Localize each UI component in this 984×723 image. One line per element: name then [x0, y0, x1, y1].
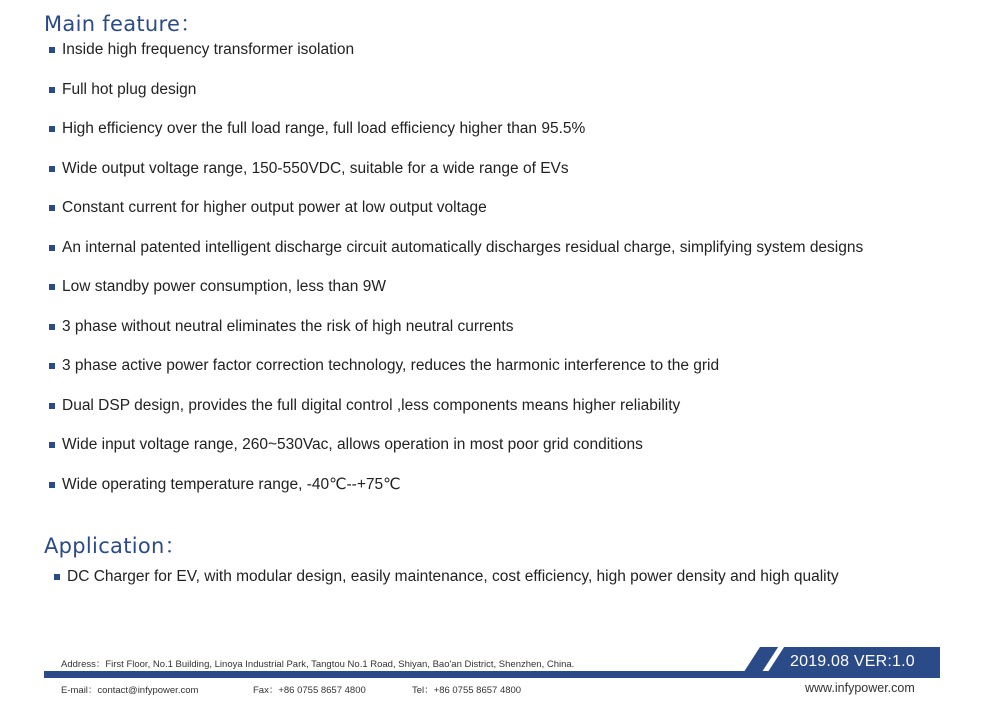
footer-divider-bar: [44, 671, 940, 678]
feature-text: An internal patented intelligent discharge circuit automatically discharges residual charge, simplifying system designs: [62, 238, 864, 256]
square-bullet-icon: [49, 205, 55, 211]
list-item: [49, 80, 863, 120]
feature-text: 3 phase active power factor correction technology, reduces the harmonic interference to the grid: [62, 357, 720, 375]
feature-text: Inside high frequency transformer isolation: [62, 41, 355, 58]
feature-text: Full hot plug design: [62, 80, 197, 98]
list-item: [49, 475, 863, 515]
feature-text: Wide operating temperature range, -40℃--+75℃: [62, 476, 401, 494]
list-item: [49, 40, 863, 80]
footer-fax: Fax：+86 0755 8657 4800: [253, 685, 366, 696]
footer-email: E-mail：contact@infypower.com: [61, 685, 199, 696]
application-list: [54, 567, 839, 587]
list-item: [49, 119, 863, 159]
square-bullet-icon: [49, 245, 55, 251]
main-feature-heading: Main feature：: [44, 12, 202, 36]
list-item: [49, 277, 863, 317]
square-bullet-icon: [49, 482, 55, 488]
feature-text: Low standby power consumption, less than 9W: [62, 278, 386, 296]
list-item: [49, 159, 863, 199]
square-bullet-icon: [49, 363, 55, 369]
application-text: DC Charger for EV, with modular design, easily maintenance, cost efficiency, high power density and high quality: [67, 568, 839, 585]
square-bullet-icon: [49, 126, 55, 132]
list-item: [49, 317, 863, 357]
feature-text: High efficiency over the full load range, full load efficiency higher than 95.5%: [62, 120, 586, 138]
square-bullet-icon: [49, 166, 55, 172]
application-heading: Application：: [44, 534, 186, 558]
version-label: 2019.08 VER:1.0: [790, 653, 915, 670]
list-item: [49, 356, 863, 396]
feature-text: Wide input voltage range, 260~530Vac, allows operation in most poor grid conditions: [62, 436, 643, 454]
list-item: [49, 435, 863, 475]
feature-text: Dual DSP design, provides the full digital control ,less components means higher reliability: [62, 396, 681, 414]
square-bullet-icon: [49, 403, 55, 409]
feature-text: Constant current for higher output power at low output voltage: [62, 199, 487, 217]
square-bullet-icon: [49, 442, 55, 448]
list-item: [54, 567, 839, 587]
feature-text: 3 phase without neutral eliminates the risk of high neutral currents: [62, 317, 514, 335]
footer-website: www.infypower.com: [805, 681, 915, 695]
square-bullet-icon: [49, 284, 55, 290]
square-bullet-icon: [49, 324, 55, 330]
square-bullet-icon: [49, 47, 55, 53]
list-item: [49, 396, 863, 436]
feature-text: Wide output voltage range, 150-550VDC, suitable for a wide range of EVs: [62, 159, 569, 177]
square-bullet-icon: [49, 87, 55, 93]
list-item: [49, 238, 863, 278]
main-feature-list: [49, 40, 863, 515]
list-item: [49, 198, 863, 238]
footer-address: Address：First Floor, No.1 Building, Linoya Industrial Park, Tangtou No.1 Road, Shiyan, Bao'an District, Shenzhen, China.: [61, 659, 575, 670]
footer-tel: Tel：+86 0755 8657 4800: [412, 685, 522, 696]
square-bullet-icon: [54, 574, 60, 580]
